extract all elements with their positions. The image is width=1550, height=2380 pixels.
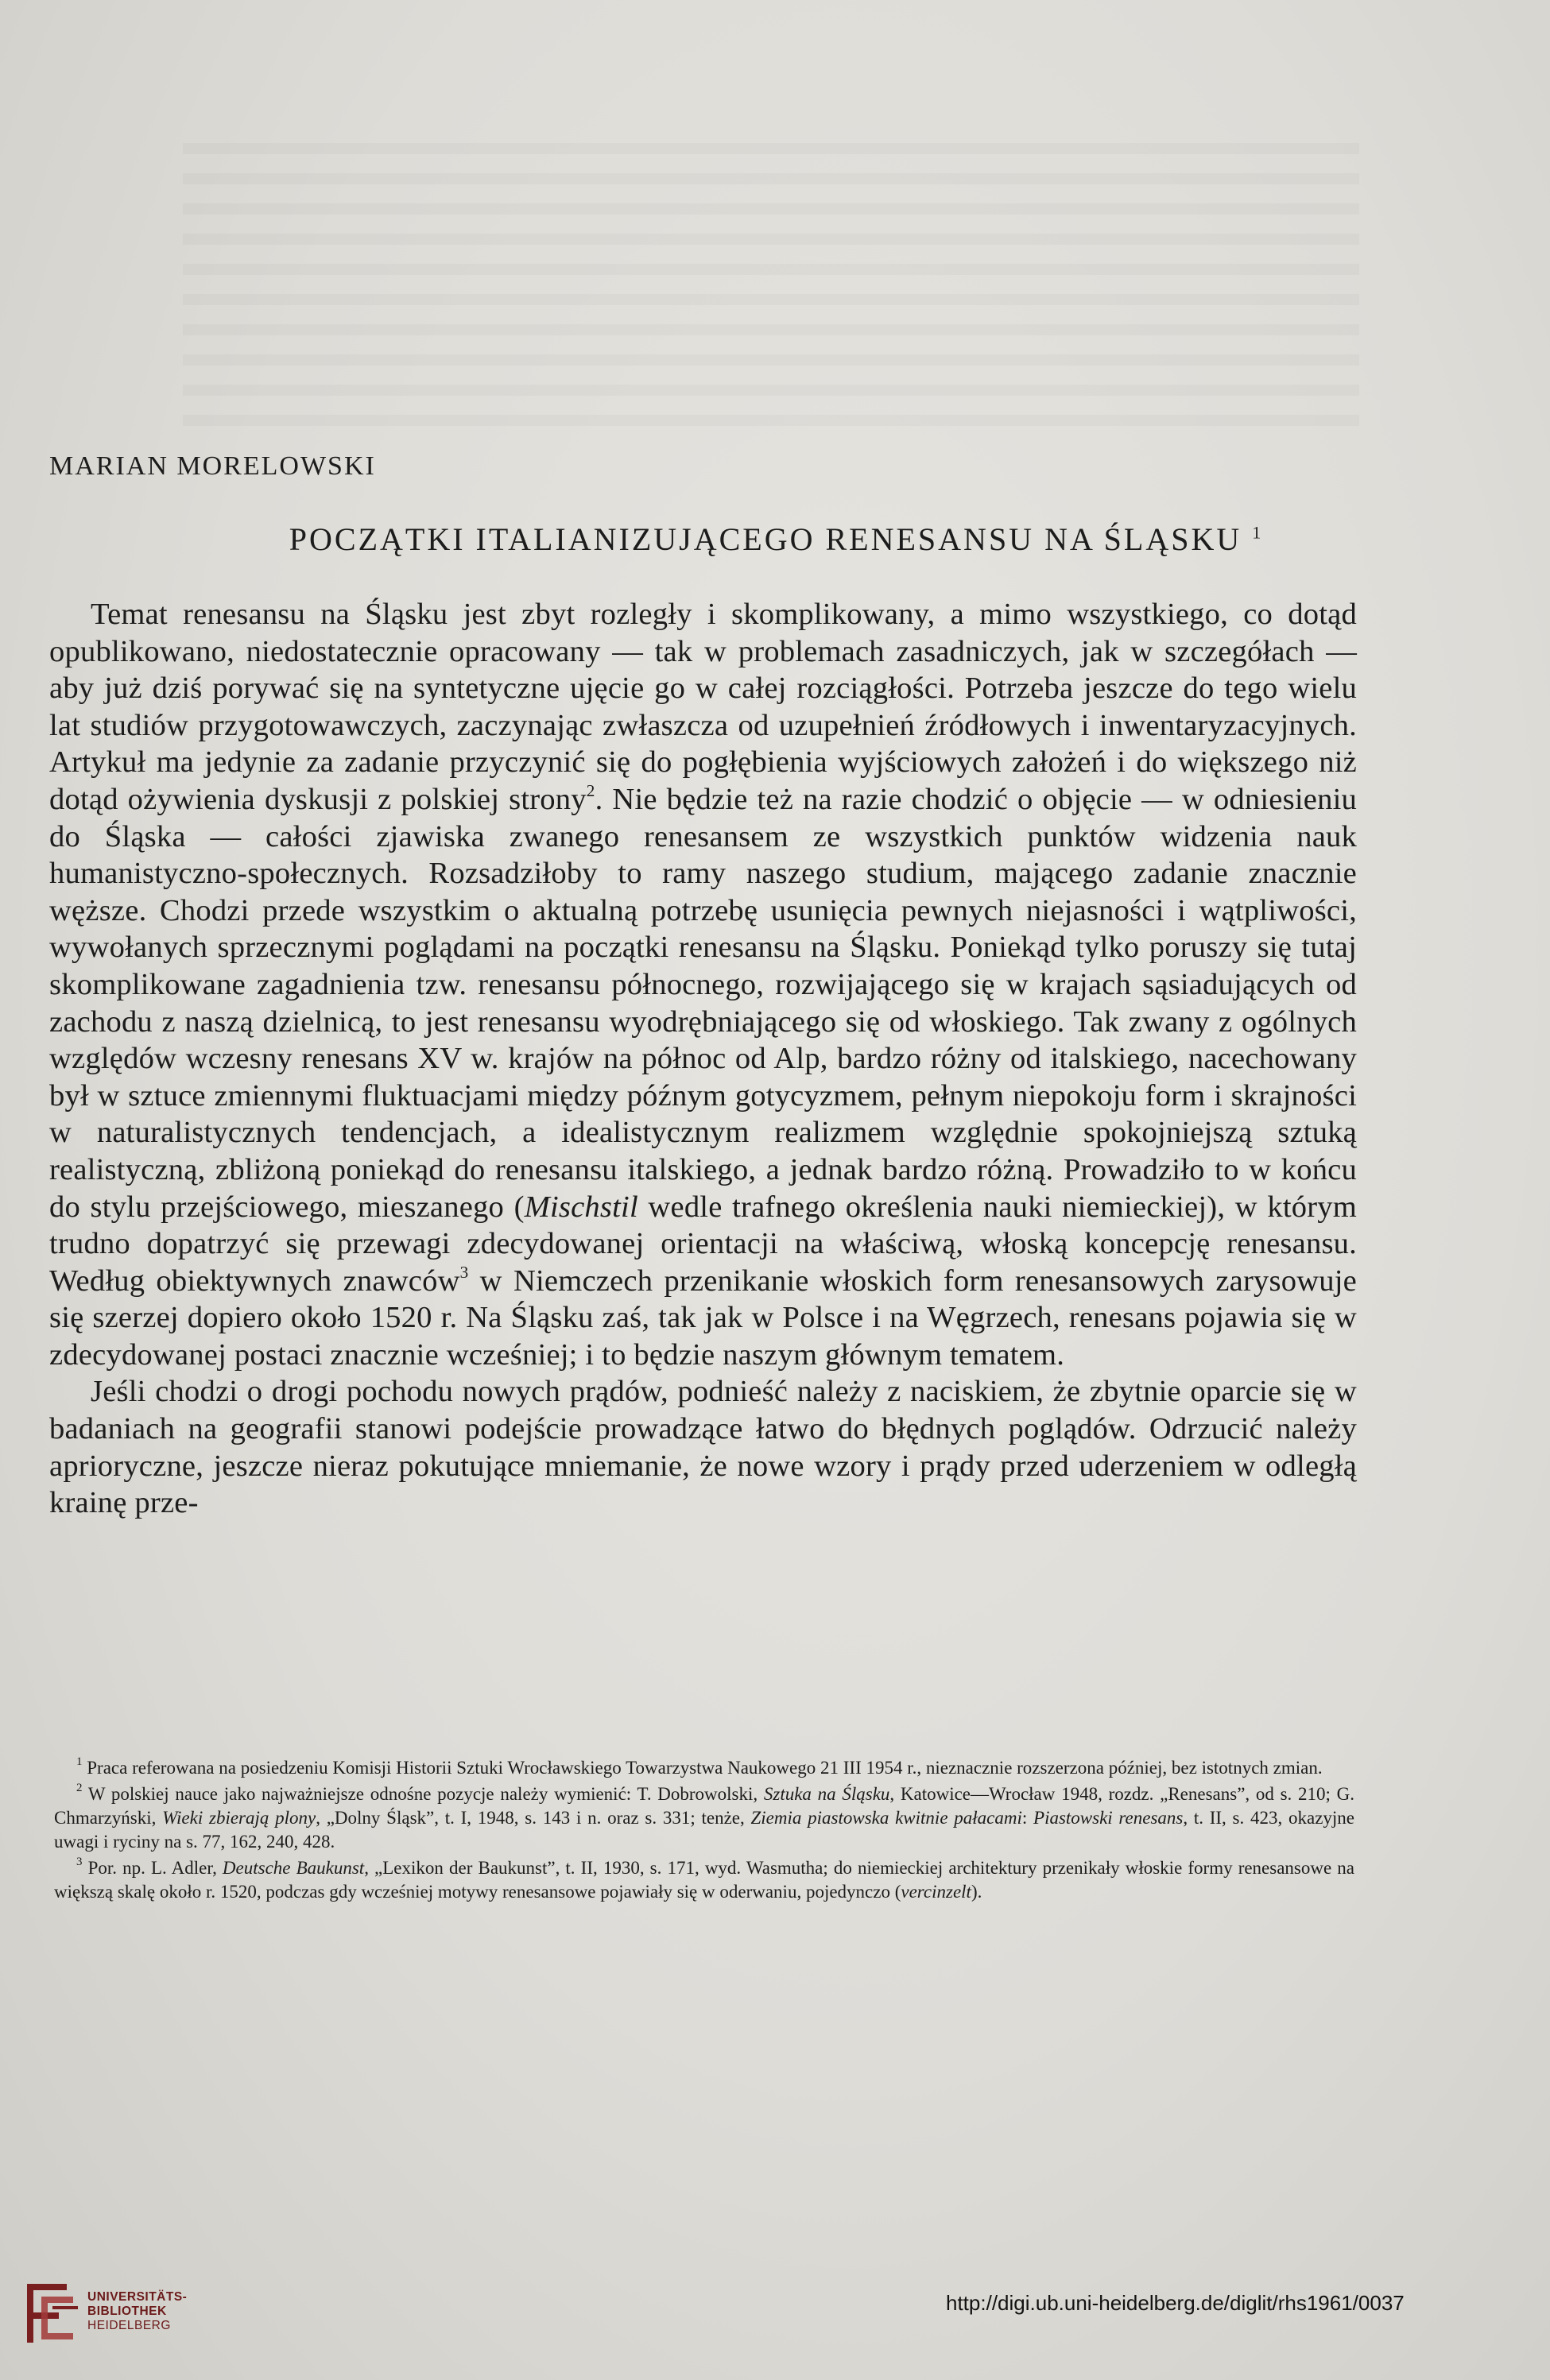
footnote-3-text-3: ).: [971, 1882, 982, 1902]
footnote-2-text-4: :: [1021, 1808, 1034, 1828]
footnote-3-title-1: Deutsche Baukunst: [222, 1858, 365, 1878]
library-logo-icon: [17, 2273, 81, 2352]
paragraph-1-text-a: Temat renesansu na Śląsku jest zbyt rozległy i skomplikowany, a mimo wszystkiego, co dotąd opublikowano, niedostatecznie opracowany — tak w problemach zasadniczych, jak w szczegółach — aby już dziś porywać się na syntetyczne ujęcie go w całej rozciągłości. Potrzeba jeszcze do tego wielu lat studiów przygotowawczych, zaczynając zwłaszcza od uzupełnień źródłowych i inwentaryzacyjnych. Artykuł ma jedynie za zadanie przyczynić się do pogłębienia wyjściowych założeń i do większego niż dotąd ożywienia dyskusji z polskiej strony: [49, 598, 1357, 816]
paragraph-1-text-c: wedle trafnego określenia nauki niemieckiej), w którym trudno dopatrzyć się przewagi zdecydowanej orientacji na właściwą, włoską koncepcję renesansu. Według obiektywnych znawców: [49, 1190, 1357, 1298]
footnote-1: [54, 1756, 1354, 1780]
title-text: POCZĄTKI ITALIANIZUJĄCEGO RENESANSU NA ŚLĄSKU: [289, 521, 1242, 557]
library-name-line-1: UNIVERSITÄTS-: [87, 2290, 188, 2304]
footnote-3-title-2: vercinzelt: [901, 1882, 971, 1902]
footnote-3-text-1: Por. np. L. Adler,: [87, 1858, 223, 1878]
footnote-2-title-2: Wieki zbierają plony: [162, 1808, 316, 1828]
footnote-3-number: 3: [76, 1855, 83, 1868]
source-url-link[interactable]: http://digi.ub.uni-heidelberg.de/diglit/rhs1961/0037: [946, 2291, 1405, 2315]
footnote-ref-3[interactable]: 3: [459, 1262, 469, 1282]
footnote-2-number: 2: [76, 1781, 83, 1794]
footnote-2-title-4: Piastowski renesans: [1033, 1808, 1184, 1828]
footnote-2-text-3: , „Dolny Śląsk”, t. I, 1948, s. 143 i n. oraz s. 331; tenże,: [316, 1808, 751, 1828]
article-body: [49, 596, 1357, 1522]
footnote-ref-2[interactable]: 2: [586, 781, 595, 801]
author-name: MARIAN MORELOWSKI: [49, 451, 376, 481]
library-name-line-3: HEIDELBERG: [87, 2319, 171, 2332]
library-name: [87, 2290, 187, 2333]
footnote-3-text-2: , „Lexikon der Baukunst”, t. II, 1930, s. 171, wyd. Wasmutha; do niemieckiej architektury przenikały włoskie formy renesansowe na większą skalę około r. 1520, podczas gdy wcześniej motywy renesansowe pojawiały się w oderwaniu, pojedynczo (: [54, 1858, 1354, 1902]
footnote-3: [54, 1856, 1354, 1904]
library-logo[interactable]: [17, 2273, 216, 2352]
paragraph-1-text-d: w Niemczech przenikanie włoskich form renesansowych zarysowuje się szerzej dopiero około 1520 r. Na Śląsku zaś, tak jak w Polsce i na Węgrzech, renesans pojawia się w zdecydowanej postaci znacznie wcześniej; i to będzie naszym głównym tematem.: [49, 1264, 1357, 1372]
emphasis-mischstil: Mischstil: [524, 1190, 638, 1224]
footnote-2-text-5: , t. II, s. 423, okazyjne uwagi i ryciny na s. 77, 162, 240, 428.: [54, 1808, 1355, 1852]
footnotes: [54, 1756, 1354, 1906]
footnote-ref-1[interactable]: 1: [1252, 522, 1261, 543]
show-through-text: [183, 143, 1359, 445]
footnote-1-number: 1: [76, 1755, 83, 1768]
footnote-2-text-2: , Katowice—Wrocław 1948, rozdz. „Renesans”, od s. 210; G. Chmarzyński,: [54, 1784, 1354, 1828]
paragraph-1-text-b: . Nie będzie też na razie chodzić o objęcie — w odniesieniu do Śląska — całości zjawiska zwanego renesansem ze wszystkich punktów widzenia nauk humanistyczno-społecznych. Rozsadziłoby to ramy naszego studium, mającego zadanie znacznie węższe. Chodzi przede wszystkim o aktualną potrzebę usunięcia pewnych niejasności i wątpliwości, wywołanych sprzecznymi poglądami na początki renesansu na Śląsku. Poniekąd tylko poruszy się tutaj skomplikowane zagadnienia tzw. renesansu północnego, rozwijającego się w krajach sąsiadujących od zachodu z naszą dzielnicą, to jest renesansu wyodrębniającego się od włoskiego. Tak zwany z ogólnych względów wczesny renesans XV w. krajów na północ od Alp, bardzo różny od italskiego, nacechowany był w sztuce zmiennymi fluktuacjami między późnym gotycyzmem, pełnym niepokoju form i skrajności w naturalistycznych tendencjach, a idealistycznym realizmem względnie spokojniejszą sztuką realistyczną, zbliżoną poniekąd do renesansu italskiego, a jednak bardzo różną. Prowadziło to w końcu do stylu przejściowego, mieszanego (: [49, 782, 1357, 1224]
paragraph-2: Jeśli chodzi o drogi pochodu nowych prądów, podnieść należy z naciskiem, że zbytnie oparcie się w badaniach na geografii stanowi podejście prowadzące łatwo do błędnych poglądów. Odrzucić należy aprioryczne, jeszcze nieraz pokutujące mniemanie, że nowe wzory i prądy przed uderzeniem w odległą krainę prze-: [49, 1375, 1357, 1520]
footnote-2-title-3: Ziemia piastowska kwitnie pałacami: [750, 1808, 1022, 1828]
paragraph-1: [49, 596, 1357, 1373]
footnote-2: [54, 1782, 1354, 1854]
footnote-1-text: Praca referowana na posiedzeniu Komisji Historii Sztuki Wrocławskiego Towarzystwa Naukowego 21 III 1954 r., nieznacznie rozszerzona później, bez istotnych zmian.: [87, 1758, 1323, 1778]
footnote-2-text-1: W polskiej nauce jako najważniejsze odnośne pozycje należy wymienić: T. Dobrowolski,: [87, 1784, 764, 1804]
article-title: [0, 521, 1550, 558]
library-name-line-2: BIBLIOTHEK: [87, 2305, 167, 2318]
footnote-2-title-1: Sztuka na Śląsku: [763, 1784, 890, 1804]
